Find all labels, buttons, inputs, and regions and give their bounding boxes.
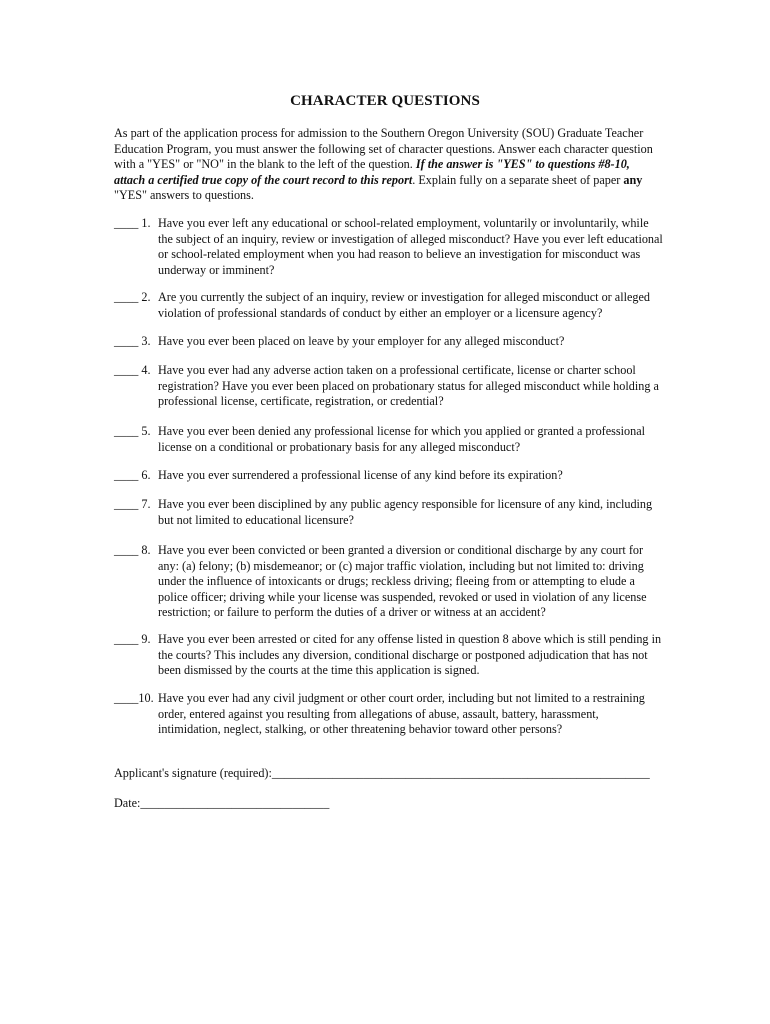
question-8-text: Have you ever been convicted or been granted a diversion or conditional discharge by any court for any: (a) felony; (b) misdemeanor; or (c) major traffic violation, including but not limited to: driving under the influence of intoxicants or drugs; reckless driving; fleeing from or attempting to elude a police officer; driving while your license was suspended, revoked or used in violation of any license restriction; or failure to perform the duties of a driver or witness at an accident?	[158, 543, 647, 620]
question-10-blank[interactable]: ____10.	[114, 691, 154, 705]
question-6-blank[interactable]: ____ 6.	[114, 468, 151, 482]
question-6-text: Have you ever surrendered a professional license of any kind before its expiration?	[158, 468, 563, 482]
question-6	[114, 468, 664, 484]
question-2-blank[interactable]: ____ 2.	[114, 290, 151, 304]
question-8-blank[interactable]: ____ 8.	[114, 543, 151, 557]
intro-text-part3: "YES" answers to questions.	[114, 188, 254, 203]
question-5-text: Have you ever been denied any professional license for which you applied or granted a professional license on a conditional or probationary basis for any alleged misconduct?	[158, 424, 645, 454]
intro-paragraph	[114, 126, 659, 204]
intro-emphasis: If the answer is "YES" to questions #8-10, attach a certified true copy of the court record to this report	[114, 157, 630, 187]
question-9-blank[interactable]: ____ 9.	[114, 632, 151, 646]
page-title: CHARACTER QUESTIONS	[290, 93, 480, 109]
question-7	[114, 497, 664, 528]
question-1-text: Have you ever left any educational or school-related employment, voluntarily or involuntarily, while the subject of an inquiry, review or investigation of alleged misconduct? Have you ever left educational or school-related employment when you had reason to believe an investigation for misconduct was underway or imminent?	[158, 216, 663, 277]
intro-text-part1: As part of the application process for admission to the Southern Oregon University (SOU) Graduate Teacher Education Program, you must answer the following set of character questions. Answer each character question with a "YES" or "NO" in the blank to the left of the question.	[114, 126, 653, 172]
question-3-blank[interactable]: ____ 3.	[114, 334, 151, 348]
question-3	[114, 334, 664, 350]
question-9-text: Have you ever been arrested or cited for any offense listed in question 8 above which is still pending in the courts? This includes any diversion, conditional discharge or postponed adjudication that has not been dismissed by the courts at the time this application is signed.	[158, 632, 662, 678]
question-9	[114, 632, 664, 679]
intro-bold-word: any	[623, 172, 643, 187]
question-1-blank[interactable]: ____ 1.	[114, 216, 151, 230]
question-4	[114, 363, 664, 410]
intro-text-part2: . Explain fully on a separate sheet of paper	[412, 172, 624, 187]
question-5-blank[interactable]: ____ 5.	[114, 424, 151, 438]
question-1	[114, 216, 664, 278]
question-4-text: Have you ever had any adverse action taken on a professional certificate, license or charter school registration? Have you ever been placed on probationary status for alleged misconduct while holding a professional license, certificate, registration, or credential?	[158, 363, 659, 409]
question-7-text: Have you ever been disciplined by any public agency responsible for licensure of any kind, including but not limited to educational licensure?	[158, 497, 653, 527]
question-4-blank[interactable]: ____ 4.	[114, 363, 151, 377]
signature-field[interactable]: Applicant's signature (required):______________________________________________________________	[114, 766, 650, 780]
question-3-text: Have you ever been placed on leave by your employer for any alleged misconduct?	[158, 334, 565, 348]
question-7-blank[interactable]: ____ 7.	[114, 497, 151, 511]
date-field[interactable]: Date:_______________________________	[114, 796, 330, 810]
question-2	[114, 290, 664, 321]
question-10-text: Have you ever had any civil judgment or other court order, including but not limited to a restraining order, entered against you resulting from allegations of abuse, assault, battery, harassment, intimidation, neglect, stalking, or other threatening behavior toward other persons?	[158, 691, 645, 737]
question-8	[114, 543, 664, 621]
question-5	[114, 424, 664, 455]
question-10	[114, 691, 664, 738]
question-2-text: Are you currently the subject of an inquiry, review or investigation for alleged misconduct or alleged violation of professional standards of conduct by either an employer or a licensure agency?	[158, 290, 650, 320]
